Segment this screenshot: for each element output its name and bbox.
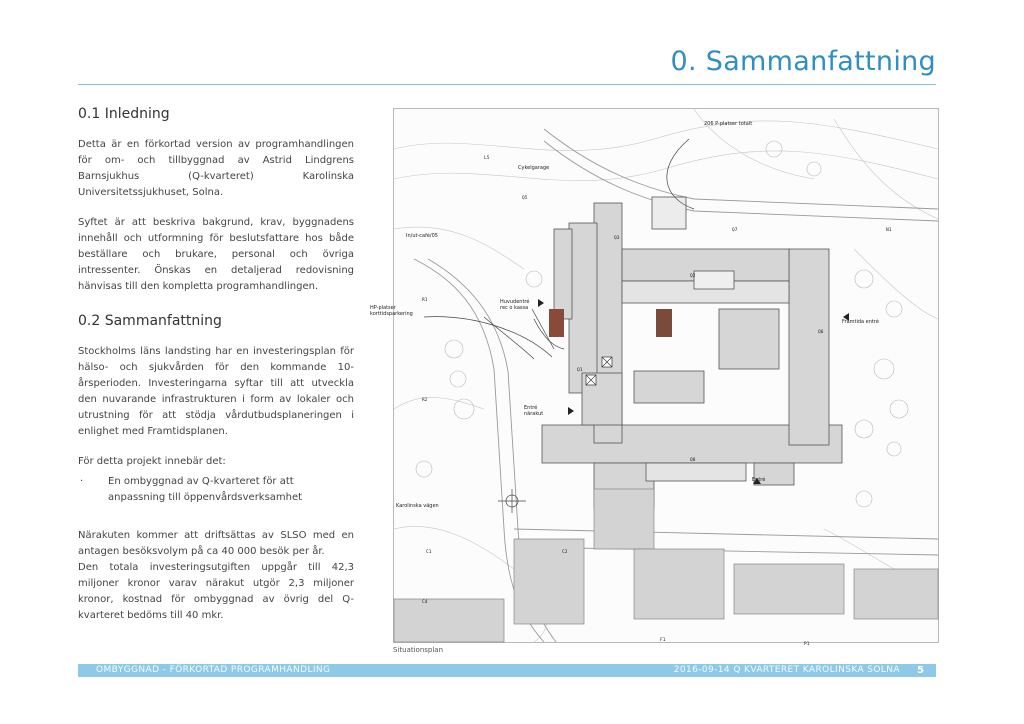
paragraph: Den totala investeringsutgiften uppgår till 42,3 miljoner kronor varav närakut utgör 2,3 miljoner kronor, kostnad för ombyggnad av övrig del Q-kvarteret bedöms till 40 mkr.: [78, 562, 354, 621]
section-heading-inledning: 0.1 Inledning: [78, 106, 170, 122]
brown-terrace: [549, 309, 564, 337]
site-plan-drawing: [370, 109, 938, 647]
paragraph: Närakuten kommer att driftsättas av SLSO med en antagen besöksvolym på ca 40 000 besök per år.: [78, 530, 354, 557]
page-number: 5: [917, 665, 924, 676]
title-divider: [78, 84, 936, 85]
plan-label: C2: [562, 550, 568, 555]
plan-label: Karolinska vägen: [396, 503, 439, 509]
paragraph: Detta är en förkortad version av programhandlingen för om- och tillbyggnad av Astrid Lindgrens Barnsjukhus (Q-kvarteret) Karolinska Universitetssjukhuset, Solna.: [78, 139, 354, 198]
text-column: [78, 106, 354, 638]
plan-label: 206 P-platser totalt: [704, 121, 753, 127]
plan-label: Q1: [577, 368, 583, 373]
footer-document-title: OMBYGGNAD - FÖRKORTAD PROGRAMHANDLING: [96, 665, 331, 675]
paragraph: Stockholms läns landsting har en investeringsplan för hälso- och sjukvården för den kommande 10-årsperioden. Investeringarna syftar till att utveckla den nuvarande infrastrukturen i form av lokaler och utrustning för att stödja vårdutbudsplaneringen i enlighet med Framtidsplanen.: [78, 346, 354, 437]
plan-label: Entré: [752, 477, 766, 483]
plan-label: C4: [422, 600, 428, 605]
plan-label: Cykelgarage: [518, 165, 550, 171]
plan-label: Huvudentré: [500, 299, 530, 305]
plan-label: R2: [422, 398, 428, 403]
list-item: [78, 474, 354, 506]
plan-label: Q8: [690, 458, 696, 463]
chapter-title: 0. Sammanfattning: [670, 46, 936, 77]
paragraph: För detta projekt innebär det:: [78, 456, 226, 467]
plan-label: Framtida entré: [842, 319, 879, 325]
plan-label: rec o kassa: [500, 305, 529, 311]
plan-label: Q2: [690, 274, 696, 279]
plan-label: R1: [422, 298, 428, 303]
plan-label: C1: [426, 550, 432, 555]
plan-label: In/ut-café/05: [406, 233, 438, 239]
plan-label: HP-platser: [370, 305, 396, 311]
plan-label: korttidsparkering: [370, 311, 413, 317]
plan-label: Q5: [522, 196, 528, 201]
plan-label: Q3: [614, 236, 620, 241]
site-plan: [370, 108, 939, 647]
plan-label: L5: [484, 156, 490, 161]
plan-label: N1: [886, 228, 892, 233]
plan-label: Q6: [818, 330, 824, 335]
plan-label: närakut: [524, 411, 544, 417]
list-item-text: En ombyggnad av Q-kvarteret för att anpassning till öppenvårdsverksamhet: [108, 476, 303, 503]
plan-caption: Situationsplan: [393, 646, 444, 654]
plan-label: P1: [804, 642, 810, 647]
bullet-icon: ·: [80, 476, 84, 487]
plan-label: Entré: [524, 405, 538, 411]
paragraph: Syftet är att beskriva bakgrund, krav, byggnadens innehåll och utformning för beslutsfattare hos både beställare och brukare, personal och övriga intressenter. Önskas en detaljerad redovisning hänvisas till den kompletta programhandlingen.: [78, 217, 354, 292]
footer-bar: [78, 664, 936, 677]
plan-label: Q7: [732, 228, 738, 233]
section-heading-sammanfattning: 0.2 Sammanfattning: [78, 313, 222, 329]
footer-date-project: 2016-09-14 Q KVARTERET KAROLINSKA SOLNA: [673, 665, 900, 675]
plan-label: F1: [660, 638, 666, 643]
